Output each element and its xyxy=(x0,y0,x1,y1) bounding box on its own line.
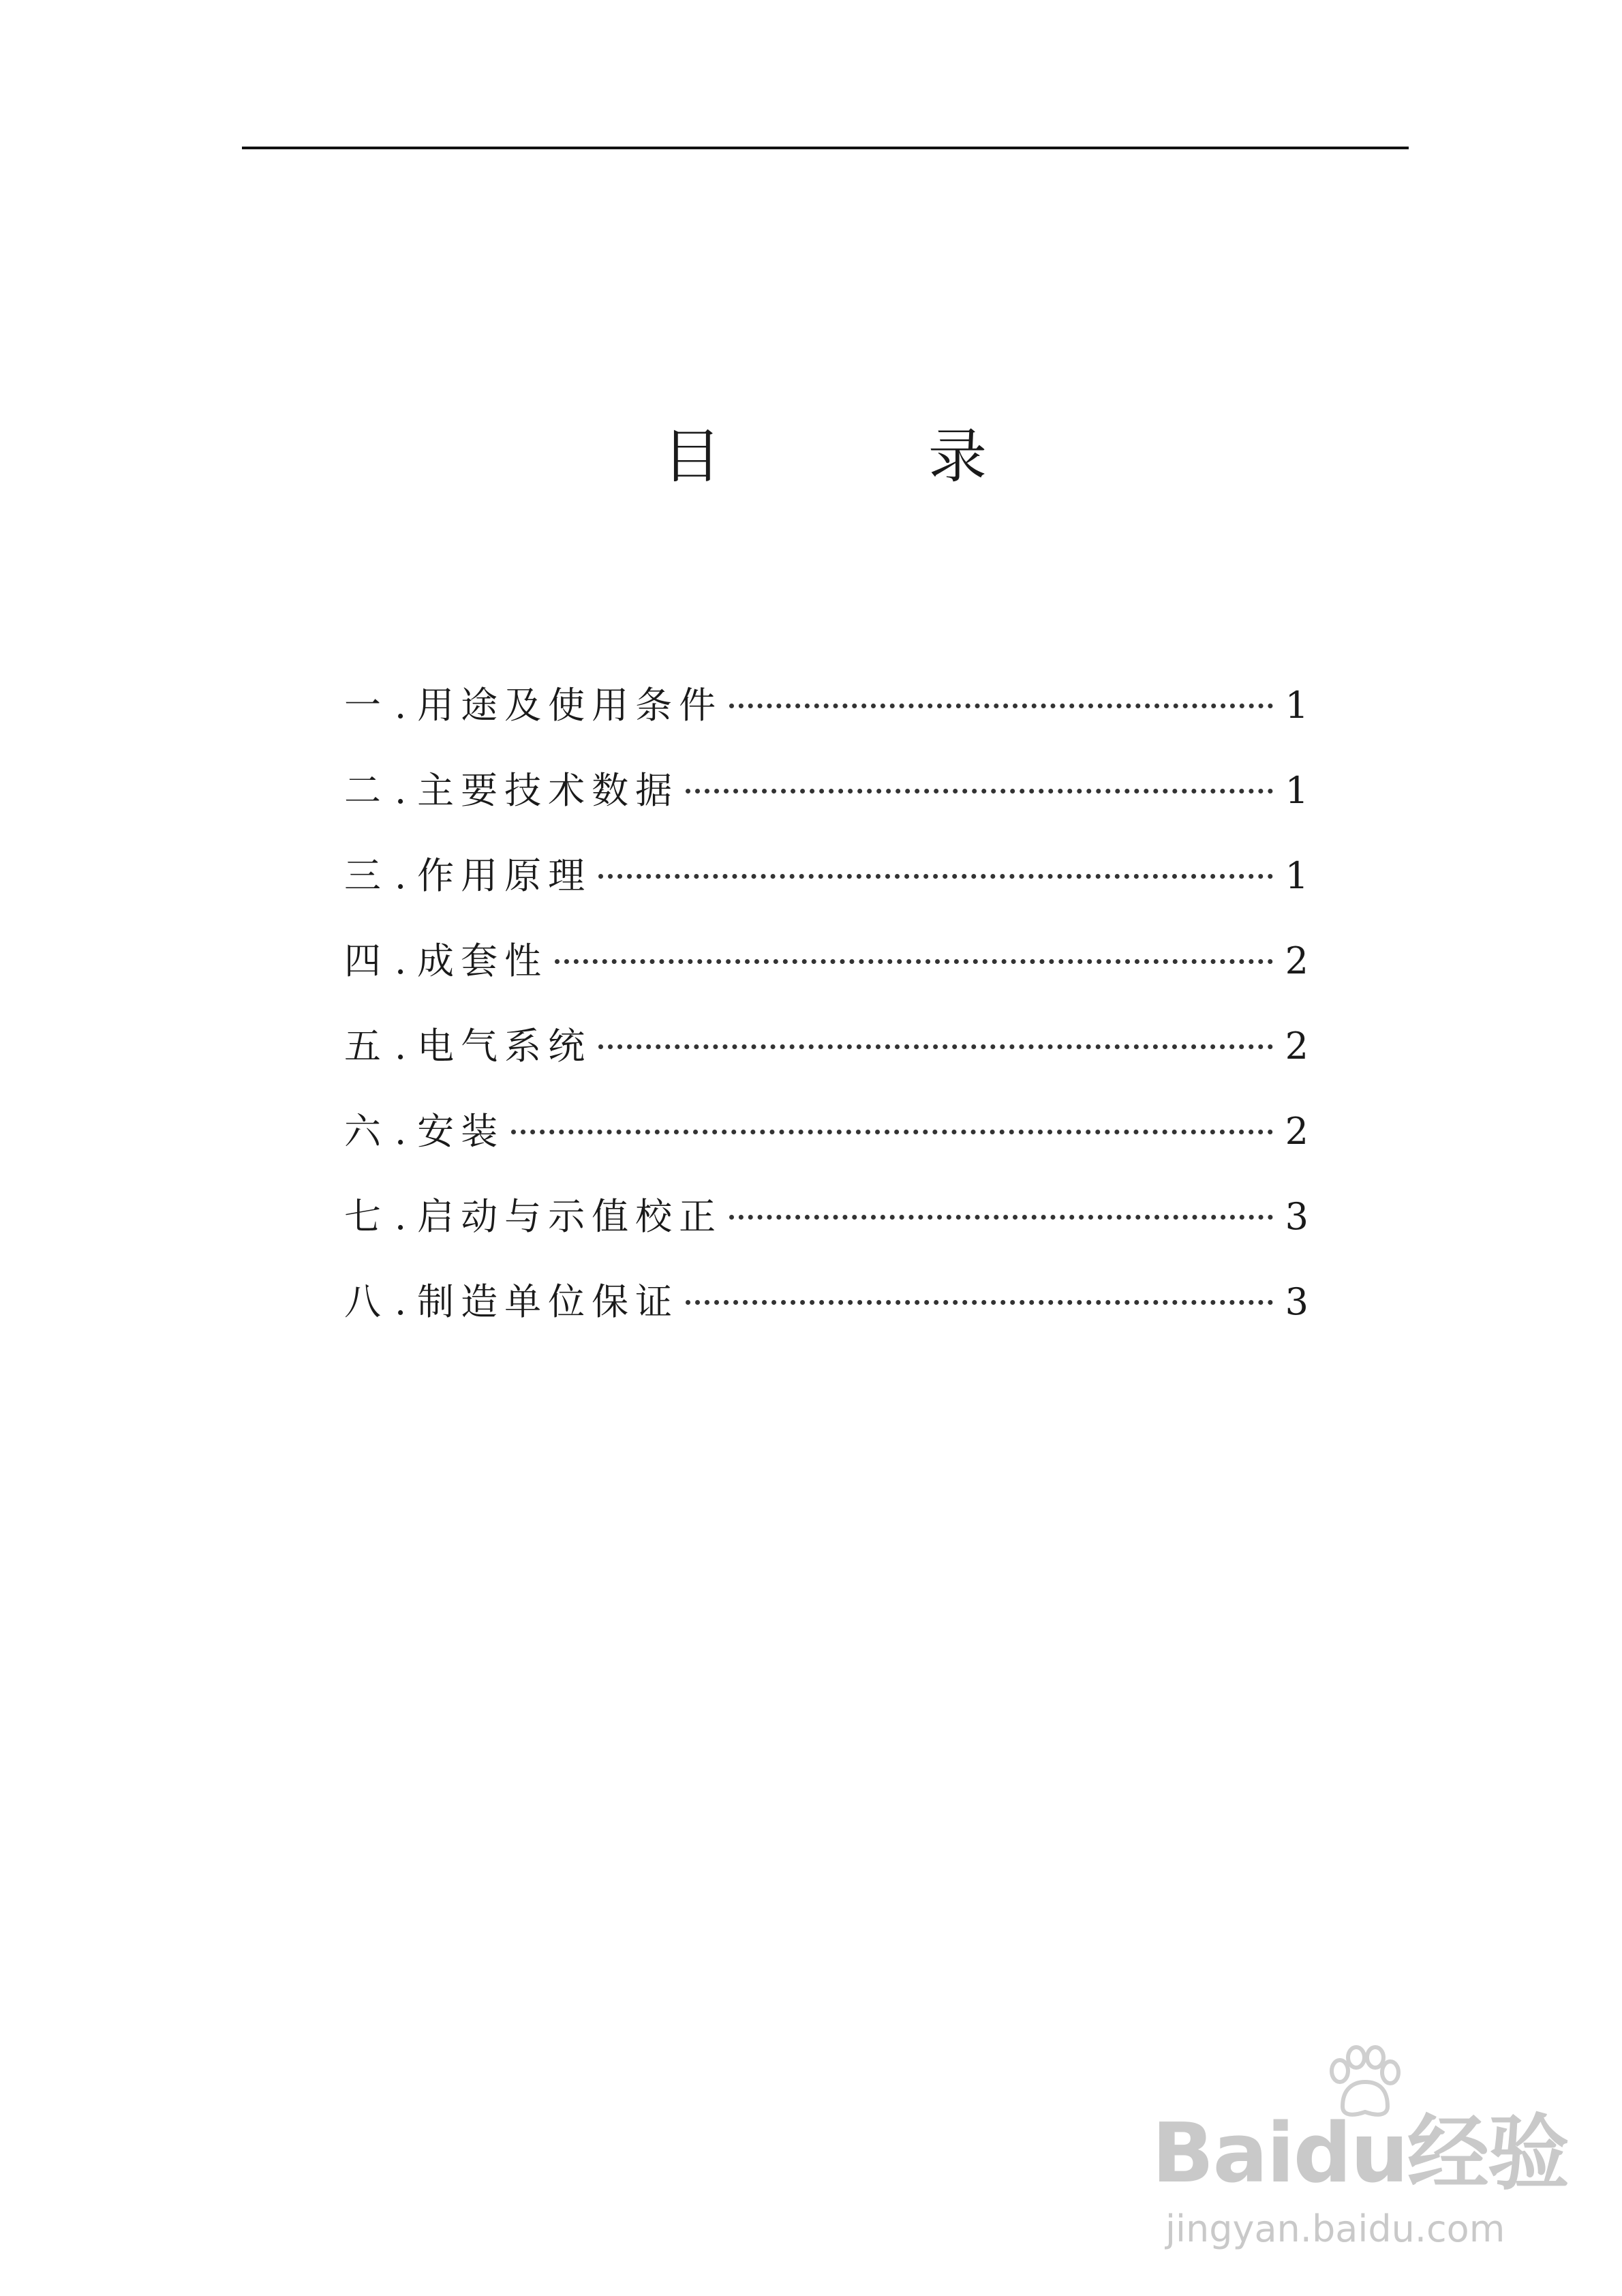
toc-dot-leader xyxy=(598,1044,1272,1049)
toc-dot-leader xyxy=(729,1215,1272,1220)
header-rule xyxy=(242,147,1409,149)
toc-item[interactable] xyxy=(344,1012,1309,1098)
toc-item-number: 五 xyxy=(344,1025,388,1068)
toc-item-number: 三 xyxy=(344,854,388,897)
toc-item-page: 2 xyxy=(1285,1025,1309,1068)
toc-item-separator: . xyxy=(395,684,414,727)
toc-item-label: 作用原理 xyxy=(417,854,592,897)
toc-item[interactable] xyxy=(344,1098,1309,1183)
toc-item-number: 四 xyxy=(344,939,388,982)
table-of-contents xyxy=(344,671,1309,1353)
toc-item-label: 启动与示值校正 xyxy=(417,1195,723,1238)
toc-item-page: 1 xyxy=(1285,769,1309,812)
watermark-logo-text: Baidu经验 xyxy=(1152,2106,1568,2201)
toc-item-page: 1 xyxy=(1285,854,1309,897)
toc-item-number: 一 xyxy=(344,684,388,727)
toc-item[interactable] xyxy=(344,927,1309,1012)
toc-item-label: 用途及使用条件 xyxy=(417,684,723,727)
toc-item[interactable] xyxy=(344,671,1309,757)
toc-item-separator: . xyxy=(395,1195,414,1238)
toc-item-page: 1 xyxy=(1285,684,1309,727)
toc-item-separator: . xyxy=(395,1110,414,1153)
toc-item-label: 主要技术数据 xyxy=(417,769,679,812)
toc-item-label: 制造单位保证 xyxy=(417,1280,679,1323)
toc-dot-leader xyxy=(555,959,1272,964)
baidu-jingyan-watermark xyxy=(1152,2045,1568,2263)
toc-dot-leader xyxy=(729,704,1272,708)
toc-item-number: 六 xyxy=(344,1110,388,1153)
toc-item-label: 电气系统 xyxy=(417,1025,592,1068)
page-title xyxy=(0,409,1622,504)
title-char-1: 目 xyxy=(662,423,721,491)
title-char-2: 录 xyxy=(928,423,987,491)
toc-item[interactable] xyxy=(344,757,1309,842)
toc-item-number: 二 xyxy=(344,769,388,812)
toc-item-separator: . xyxy=(395,769,414,812)
toc-dot-leader xyxy=(686,789,1272,794)
toc-item-separator: . xyxy=(395,1025,414,1068)
toc-item-page: 3 xyxy=(1285,1280,1309,1323)
toc-dot-leader xyxy=(598,874,1272,879)
toc-item[interactable] xyxy=(344,842,1309,927)
toc-item-separator: . xyxy=(395,939,414,982)
toc-item-label: 成套性 xyxy=(417,939,549,982)
toc-item-label: 安装 xyxy=(417,1110,505,1153)
toc-item-number: 七 xyxy=(344,1195,388,1238)
toc-dot-leader xyxy=(511,1130,1272,1134)
toc-item-page: 2 xyxy=(1285,939,1309,982)
toc-dot-leader xyxy=(686,1300,1272,1305)
toc-item-separator: . xyxy=(395,854,414,897)
toc-item[interactable] xyxy=(344,1183,1309,1268)
toc-item-number: 八 xyxy=(344,1280,388,1323)
toc-item-page: 3 xyxy=(1285,1195,1309,1238)
toc-item-page: 2 xyxy=(1285,1110,1309,1153)
toc-item-separator: . xyxy=(395,1280,414,1323)
toc-item[interactable] xyxy=(344,1268,1309,1353)
watermark-url: jingyan.baidu.com xyxy=(1165,2207,1505,2250)
